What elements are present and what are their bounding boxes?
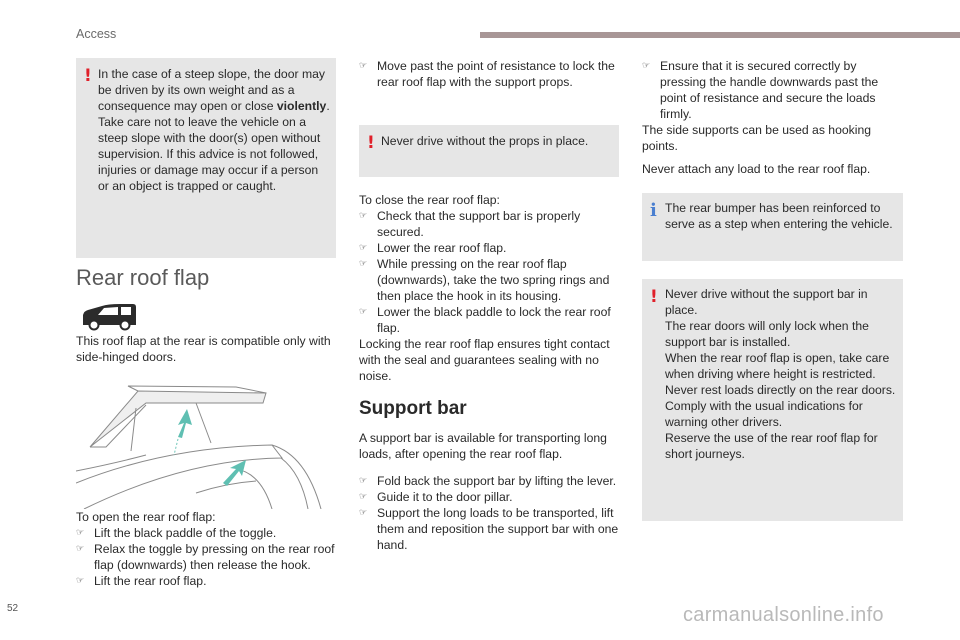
compat-text: This roof flap at the rear is compatible only with side-hinged doors. [76,334,331,364]
info-box-bumper [642,193,903,261]
close-step-2-text: Lower the rear roof flap. [377,241,507,255]
warning-icon: ! [367,133,375,153]
page-number: 52 [7,603,19,614]
warning-support-line-1: Never drive without the support bar in place. [665,287,868,317]
no-load-text: Never attach any load to the rear roof flap. [642,162,871,176]
support-step-2 [359,489,623,505]
finger-bullet-icon: ☞ [359,243,368,253]
open-step-3-text: Lift the rear roof flap. [94,574,207,588]
watermark: carmanualsonline.info [683,604,884,626]
close-step-2 [359,240,623,256]
finger-bullet-icon: ☞ [359,61,368,71]
open-instructions [76,509,338,589]
close-step-4-text: Lower the black paddle to lock the rear roof flap. [377,305,611,335]
warning-support-text [665,286,901,462]
finger-bullet-icon: ☞ [359,508,368,518]
van-icon [80,303,138,331]
finger-bullet-icon: ☞ [76,528,85,538]
warning-box-slope [76,58,336,258]
section-title-support-bar: Support bar [359,398,467,419]
warning-box-props [359,125,619,177]
rear-roof-flap-illustration [76,383,336,509]
open-step-2-text: Relax the toggle by pressing on the rear roof flap (downwards) then release the hook. [94,542,335,572]
lock-step [359,58,621,90]
warning-support-line-2: The rear doors will only lock when the support bar is installed. [665,319,869,349]
warning-support-line-5: Comply with the usual indications for warning other drivers. [665,399,863,429]
finger-bullet-icon: ☞ [642,61,651,71]
secure-step-item [642,58,904,122]
warning-support-line-3: When the rear roof flap is open, take care when driving where height is restricted. [665,351,890,381]
info-icon: i [650,200,657,221]
finger-bullet-icon: ☞ [76,576,85,586]
support-step-1-text: Fold back the support bar by lifting the lever. [377,474,617,488]
finger-bullet-icon: ☞ [359,307,368,317]
info-text: The rear bumper has been reinforced to serve as a step when entering the vehicle. [665,201,893,231]
warning-icon: ! [650,287,658,307]
support-step-1 [359,473,623,489]
finger-bullet-icon: ☞ [359,492,368,502]
support-steps [359,473,623,553]
support-step-2-text: Guide it to the door pillar. [377,490,513,504]
warning-text [98,66,330,194]
close-step-1-text: Check that the support bar is properly secured. [377,209,581,239]
close-note: Locking the rear roof flap ensures tight contact with the seal and guarantees sealing with no noise. [359,337,610,383]
open-step-2 [76,541,338,573]
warning-line1: In the case of a steep slope, the door may be driven by its own weight and as a consequence may open or close [98,67,325,113]
open-intro: To open the rear roof flap: [76,510,216,524]
warning-bold: violently [276,99,327,113]
section-title-rear-roof-flap: Rear roof flap [76,265,210,290]
warning-support-line-6: Reserve the use of the rear roof flap for short journeys. [665,431,878,461]
finger-bullet-icon: ☞ [359,259,368,269]
lock-step-text: Move past the point of resistance to lock the rear roof flap with the support props. [377,59,615,89]
finger-bullet-icon: ☞ [359,211,368,221]
warning-icon: ! [84,66,92,86]
close-step-1 [359,208,623,240]
header-title: Access [76,27,117,41]
header-bar [480,32,960,38]
open-step-1 [76,525,338,541]
close-instructions [359,192,623,384]
support-intro: A support bar is available for transporting long loads, after opening the rear roof flap. [359,431,607,461]
finger-bullet-icon: ☞ [76,544,85,554]
warning-props-text: Never drive without the props in place. [381,134,589,148]
secure-step [642,58,904,154]
warning-line1-end: . [326,99,330,113]
close-step-4 [359,304,623,336]
close-intro: To close the rear roof flap: [359,193,500,207]
open-step-3 [76,573,338,589]
support-step-3-text: Support the long loads to be transported, lift them and reposition the support bar with one hand. [377,506,619,552]
open-step-1-text: Lift the black paddle of the toggle. [94,526,277,540]
close-step-3 [359,256,623,304]
secure-step-text: Ensure that it is secured correctly by pressing the handle downwards past the point of resistance and secure the loads firmly. [660,59,879,121]
lock-step-item [359,58,621,90]
finger-bullet-icon: ☞ [359,476,368,486]
close-step-3-text: While pressing on the rear roof flap (downwards), take the two spring rings and then place the hook in its housing. [377,257,610,303]
warning-box-support-bar [642,279,903,521]
hooking-text: The side supports can be used as hooking points. [642,123,872,153]
warning-line2: Take care not to leave the vehicle on a steep slope with the door(s) open without supervision. If this advice is not followed, injuries or damage may occur if a person or an object is trapped or caught. [98,115,321,193]
support-step-3 [359,505,623,553]
warning-support-line-4: Never rest loads directly on the rear doors. [665,383,896,397]
